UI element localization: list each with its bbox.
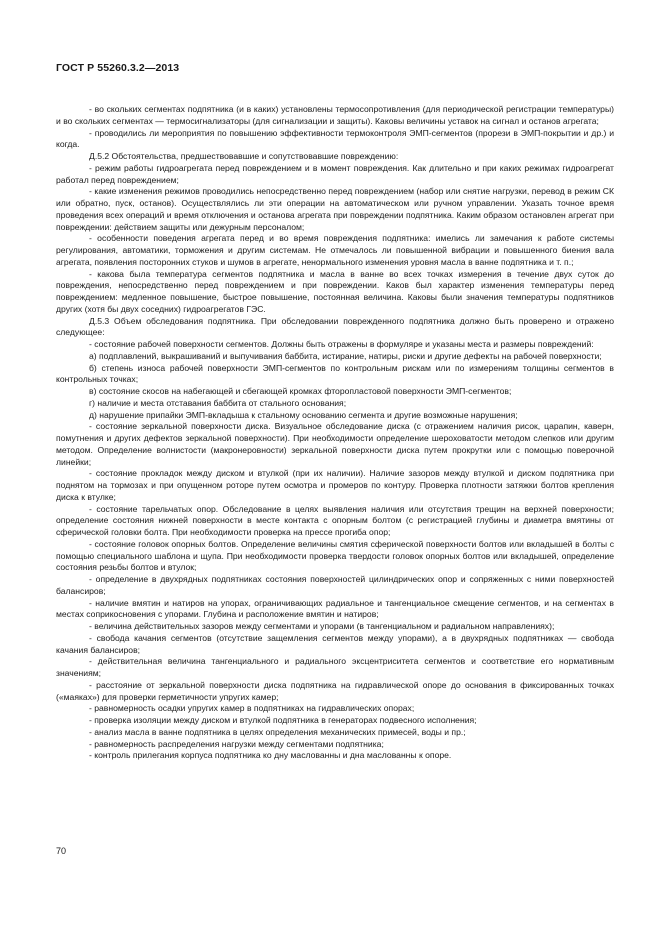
section-heading: Д.5.2 Обстоятельства, предшествовавшие и сопутствовавшие повреждению:	[89, 151, 399, 161]
list-item: д) нарушение припайки ЭМП-вкладыша к стальному основанию сегмента и другие возможные нарушения;	[89, 409, 518, 420]
paragraph: - расстояние от зеркальной поверхности диска подпятника на гидравлической опоре до основания в фиксированных точках («маяках») для проверки герметичности упругих камер;	[56, 679, 614, 702]
paragraph: - состояние головок опорных болтов. Определение величины смятия сферической поверхности болтов или вкладышей в болты с помощью специального шаблона и щупа. При необходимости проверка твердости головок опорных болтов или вкладышей, определение состояния резьбы болтов и втулок;	[56, 538, 614, 573]
list-item: в) состояние скосов на набегающей и сбегающей кромках фторопластовой поверхности ЭМП-сегментов;	[89, 386, 512, 396]
paragraph: - свобода качания сегментов (отсутствие защемления сегментов между упорами), а в двухрядных подпятниках — свобода качания балансиров;	[56, 632, 614, 655]
paragraph: - наличие вмятин и натиров на упорах, ограничивающих радиальное и тангенциальное смещение сегментов, и на сегментах в местах соприкосновения с упорами. Глубина и расположение вмятин и натиров;	[56, 597, 614, 620]
paragraph: - анализ масла в ванне подпятника в целях определения механических примесей, воды и пр.;	[89, 726, 466, 737]
paragraph: - действительная величина тангенциального и радиального эксцентриситета сегментов и соответствие его нормативным значениям;	[56, 656, 614, 678]
paragraph: - какова была температура сегментов подпятника и масла в ванне во всех точках измерения в течение двух суток до повреждения, непосредственно перед повреждением и при повреждении. Каков был характер изменения температуры перед повреждением: медленное повышение, быстрое повышение, постоянная величина. Каковы были значения температуры подпятников других (хотя бы двух соседних) гидроагрегатов ГЭС.	[56, 268, 614, 314]
paragraph: - состояние тарельчатых опор. Обследование в целях выявления наличия или отсутствия трещин на верхней поверхности; определение состояния нижней поверхности в месте контакта с опорным болтом (с регистрацией глубины и диаметра вмятины от сферической головки болта. При необходимости проверка на прессе прогиба опор;	[56, 503, 614, 537]
paragraph: - во скольких сегментах подпятника (и в каких) установлены термосопротивления (для периодической регистрации температуры) и во скольких сегментах — термосигнализаторы (для сигнализации и защиты). Каковы величины уставок на сигнал и останов агрегата;	[56, 104, 614, 126]
list-item: г) наличие и места отставания баббита от стального основания;	[89, 397, 347, 408]
paragraph: - проверка изоляции между диском и втулкой подпятника в генераторах подвесного исполнения;	[89, 715, 477, 725]
document-body	[56, 104, 614, 762]
paragraph: - равномерность распределения нагрузки между сегментами подпятника;	[89, 738, 384, 749]
list-item: а) подплавлений, выкрашиваний и выпучивания баббита, истирание, натиры, риски и другие дефекты на рабочей поверхности;	[89, 350, 602, 361]
paragraph: - контроль прилегания корпуса подпятника ко дну маслованны и дна маслованны к опоре.	[89, 750, 452, 761]
paragraph: - проводились ли мероприятия по повышению эффективности термоконтроля ЭМП-сегментов (прорези в ЭМП-покрытии и др.) и когда.	[56, 127, 614, 150]
paragraph: - какие изменения режимов проводились непосредственно перед повреждением (набор или снятие нагрузки, перевод в режим СК или обратно, пуск, останов). Осуществлялись ли эти операции на автоматическом или ручном управлении. Указать точное время проведения всех операций и время отключения и останова агрегата при повреждении подпятника. Каким образом остановлен агрегат при повреждении: действием защиты или дежурным персоналом;	[56, 186, 614, 232]
paragraph: - состояние зеркальной поверхности диска. Визуальное обследование диска (с отражением наличия рисок, царапин, каверн, помутнения и других дефектов зеркальной поверхности). При необходимости определение шероховатости методом слепков или другим методом. Определение волнистости (макронеровности) зеркальной поверхности диска путем прокрутки или с помощью поверочной линейки;	[56, 421, 614, 467]
paragraph: - режим работы гидроагрегата перед повреждением и в момент повреждения. Как длительно и при каких режимах гидроагрегат работал перед повреждением;	[56, 162, 614, 185]
paragraph: - определение в двухрядных подпятниках состояния поверхностей цилиндрических опор и сопряженных с ними поверхностей балансиров;	[56, 574, 614, 596]
section-heading: Д.5.3 Объем обследования подпятника. При обследовании поврежденного подпятника должно быть проверено и отражено следующее:	[56, 315, 614, 338]
paragraph: - равномерность осадки упругих камер в подпятниках на гидравлических опорах;	[89, 703, 415, 714]
list-item: б) степень износа рабочей поверхности ЭМП-сегментов по контрольным рискам или по измерениям толщины сегментов в контрольных точках;	[56, 362, 614, 385]
paragraph: - величина действительных зазоров между сегментами и упорами (в тангенциальном и радиальном направлениях);	[89, 621, 555, 631]
page-number: 70	[56, 846, 67, 856]
paragraph: - состояние прокладок между диском и втулкой (при их наличии). Наличие зазоров между втулкой и диском подпятника при поднятом на тормозах и при опущенном роторе путем осмотра и промеров по контуру. Проверка плотности затяжки болтов крепления диска к втулке;	[56, 468, 614, 502]
paragraph: - особенности поведения агрегата перед и во время повреждения подпятника: имелись ли замечания к работе системы регулирования, автоматики, торможения и другим системам. Не отмечалось ли повышенной вибрации и повышенного биения вала агрегата, появления посторонних стуков и шумов в агрегате, ненормального изменения уровня масла в ванне подпятника и т. п.;	[56, 233, 614, 267]
paragraph: - состояние рабочей поверхности сегментов. Должны быть отражены в формуляре и указаны места и размеры повреждений:	[89, 339, 594, 349]
document-header: ГОСТ Р 55260.3.2—2013	[56, 62, 180, 74]
